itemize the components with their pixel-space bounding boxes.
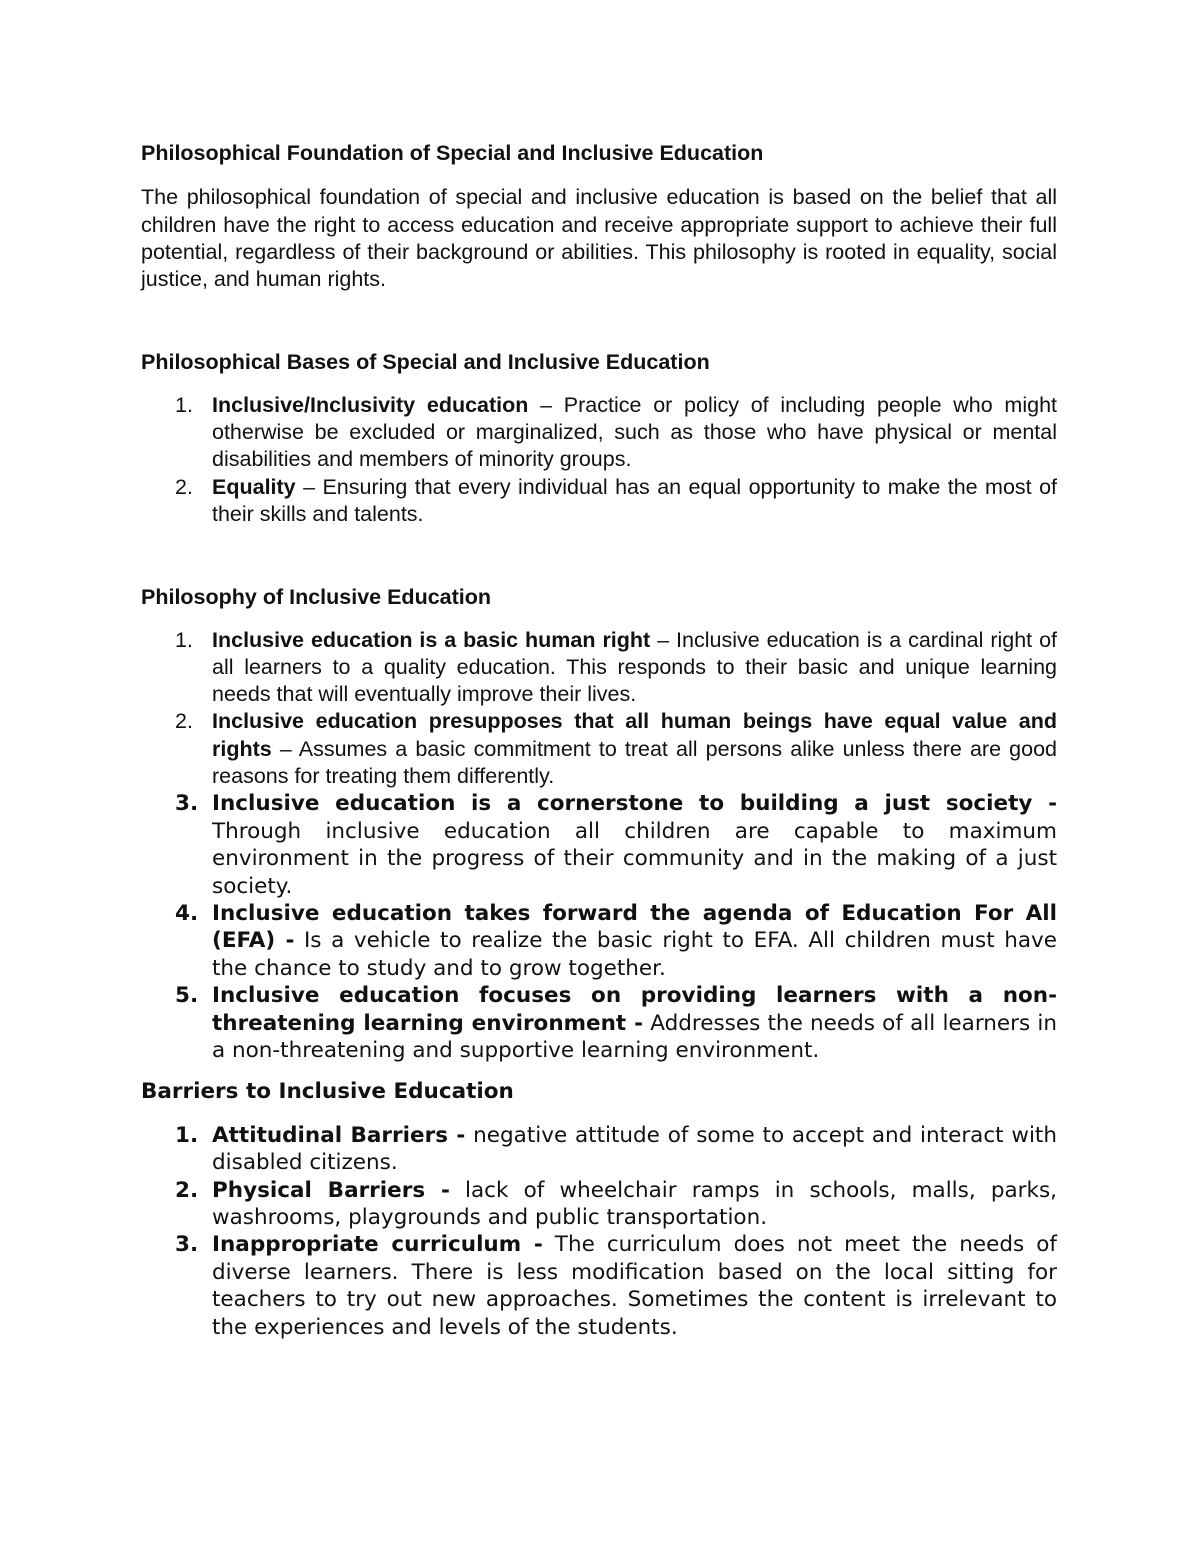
- list-item: [141, 1231, 1057, 1341]
- list-item: [141, 790, 1057, 900]
- list-description: – Assumes a basic commitment to treat all persons alike unless there are good reasons for treating them differently.: [212, 736, 1057, 789]
- philosophical-bases-list: [141, 392, 1057, 528]
- list-number: 1.: [175, 392, 193, 417]
- list-description: lack of wheelchair ramps in schools, malls, parks, washrooms, playgrounds and public transportation.: [212, 1177, 1058, 1231]
- list-number: 3.: [175, 1232, 199, 1258]
- list-term: Inappropriate curriculum -: [212, 1232, 543, 1258]
- list-item: [141, 982, 1057, 1064]
- list-number: 3.: [175, 791, 199, 817]
- list-number: 1.: [175, 1122, 199, 1148]
- list-item: [141, 1177, 1057, 1232]
- list-description: – Ensuring that every individual has an equal opportunity to make the most of their skills and talents.: [212, 474, 1057, 526]
- list-number: 1.: [175, 627, 193, 652]
- list-item: [141, 900, 1057, 982]
- list-description: Addresses the needs of all learners in a non-threatening and supportive learning environment.: [212, 1010, 1057, 1063]
- section-title-philosophy-inclusive: Philosophy of Inclusive Education: [141, 585, 492, 610]
- section-title-barriers: Barriers to Inclusive Education: [141, 1079, 514, 1105]
- list-number: 2.: [175, 709, 193, 734]
- barriers-list: [141, 1122, 1057, 1341]
- list-description: Is a vehicle to realize the basic right to EFA. All children must have the chance to study and to grow together.: [212, 928, 1058, 981]
- list-description: Through inclusive education all children are capable to maximum environment in the progress of their community and in the making of a just society.: [212, 818, 1057, 899]
- list-item: [141, 392, 1057, 474]
- list-term: Physical Barriers -: [212, 1177, 450, 1203]
- list-term: Attitudinal Barriers -: [212, 1122, 466, 1148]
- list-term: Inclusive/Inclusivity education: [212, 392, 529, 417]
- list-description: The curriculum does not meet the needs of diverse learners. There is less modification based on the local sitting for teachers to try out new approaches. Sometimes the content is irrelevant to the experiences and levels of the students.: [212, 1232, 1057, 1340]
- document-page: [141, 140, 1057, 1341]
- philosophy-inclusive-list: [141, 627, 1057, 1065]
- list-number: 2.: [175, 1177, 199, 1203]
- list-description: – Inclusive education is a cardinal right of all learners to a quality education. This responds to their basic and unique learning needs that will eventually improve their lives.: [212, 627, 1058, 707]
- list-item: [141, 708, 1057, 790]
- list-number: 2.: [175, 474, 193, 499]
- list-item: [141, 474, 1057, 529]
- section-title-philosophical-foundation: Philosophical Foundation of Special and Inclusive Education: [141, 141, 764, 165]
- section-title-philosophical-bases: Philosophical Bases of Special and Inclusive Education: [141, 350, 710, 375]
- section-body-philosophical-foundation: The philosophical foundation of special and inclusive education is based on the belief that all children have the right to access education and receive appropriate support to achieve their full potential, regardless of their background or abilities. This philosophy is rooted in equality, social justice, and human rights.: [141, 185, 1057, 292]
- list-number: 4.: [175, 900, 199, 926]
- list-term: Inclusive education is a basic human right: [212, 627, 651, 652]
- list-number: 5.: [175, 983, 199, 1009]
- list-term: Inclusive education is a cornerstone to building a just society -: [212, 791, 1057, 817]
- list-description: – Practice or policy of including people who might otherwise be excluded or marginalized, such as those who have physical or mental disabilities and members of minority groups.: [212, 392, 1057, 472]
- list-description: negative attitude of some to accept and interact with disabled citizens.: [212, 1122, 1057, 1176]
- list-item: [141, 627, 1057, 709]
- list-item: [141, 1122, 1057, 1177]
- list-term: Inclusive education takes forward the agenda of Education For All (EFA) -: [212, 900, 1057, 954]
- list-term: Inclusive education presupposes that all human beings have equal value and rights: [212, 709, 1057, 761]
- list-term: Inclusive education focuses on providing learners with a non-threatening learning environment -: [212, 983, 1057, 1036]
- list-term: Equality: [212, 474, 296, 499]
